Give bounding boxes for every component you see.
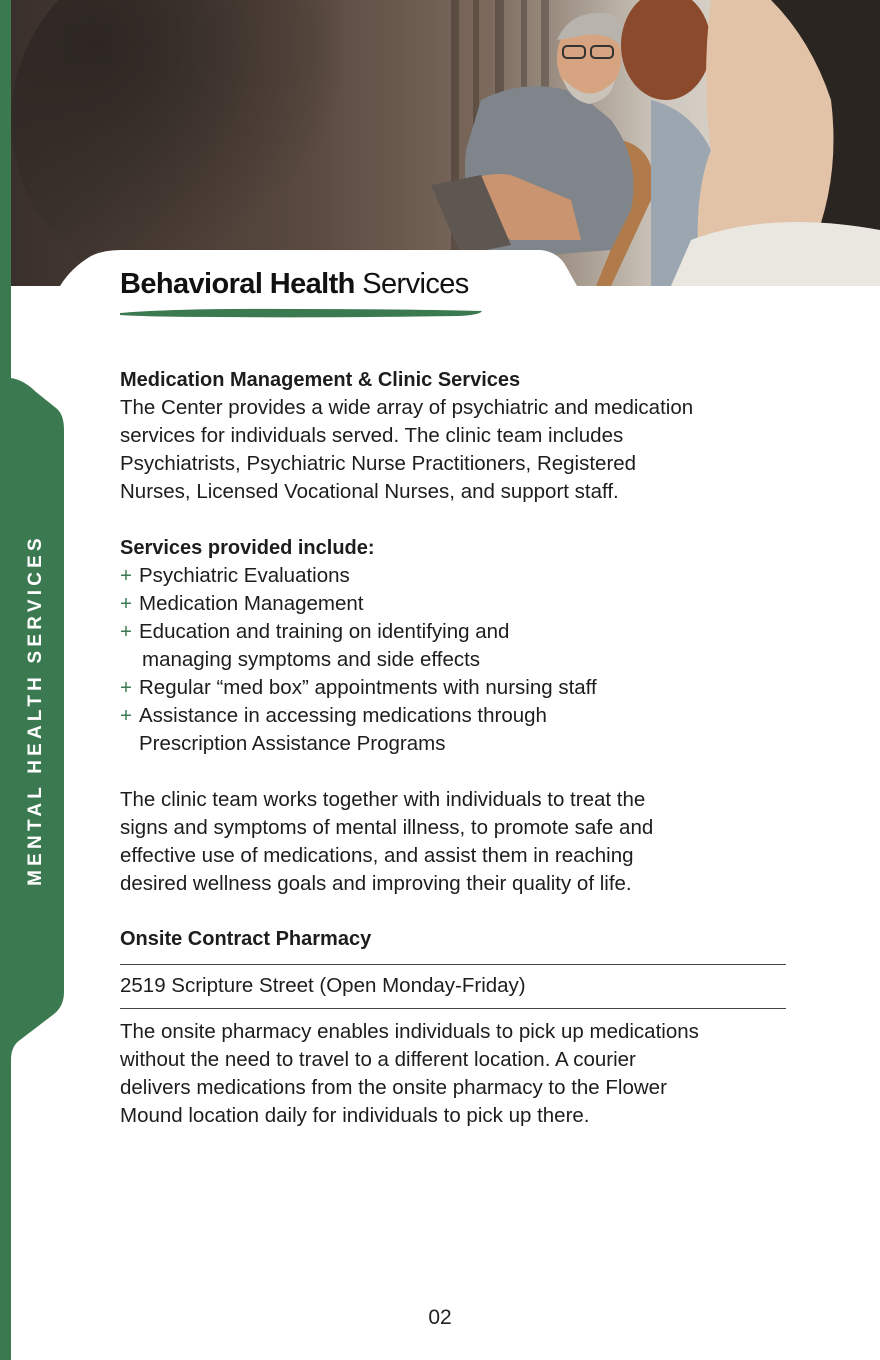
title-brush-underline xyxy=(118,305,484,319)
plus-bullet-icon: + xyxy=(120,620,132,643)
med-line: The Center provides a wide array of psychiatric and medication xyxy=(120,396,694,419)
med-paragraph xyxy=(120,394,786,506)
services-heading: Services provided include: xyxy=(120,537,375,559)
pharmacy-heading: Onsite Contract Pharmacy xyxy=(120,928,372,950)
plus-bullet-icon: + xyxy=(120,676,132,699)
med-line: Psychiatrists, Psychiatric Nurse Practitioners, Registered xyxy=(120,452,637,475)
med-line: Nurses, Licensed Vocational Nurses, and support staff. xyxy=(120,480,619,503)
main-content xyxy=(120,366,786,1130)
pharmacy-paragraph: The onsite pharmacy enables individuals to pick up medications without the need to travel to a different location. A courier delivers medications from the onsite pharmacy to the Flower Mound location daily for individuals to pick up there. xyxy=(120,1020,699,1127)
plus-bullet-icon: + xyxy=(120,704,132,727)
list-item: + Assistance in accessing medications through Prescription Assistance Programs xyxy=(120,704,547,755)
plus-bullet-icon: + xyxy=(120,592,132,615)
clinic-paragraph: The clinic team works together with individuals to treat the signs and symptoms of mental illness, to promote safe and effective use of medications, and assist them in reaching desired wellness goals and improving their quality of life. xyxy=(120,788,654,895)
title-bold: Behavioral Health xyxy=(120,268,355,300)
med-heading: Medication Management & Clinic Services xyxy=(120,369,521,391)
med-line: services for individuals served. The clinic team includes xyxy=(120,424,624,447)
list-item: + Regular “med box” appointments with nursing staff xyxy=(120,674,786,702)
list-item: + Medication Management xyxy=(120,590,786,618)
side-section-label: MENTAL HEALTH SERVICES xyxy=(25,534,46,886)
services-list xyxy=(120,562,786,758)
pharmacy-address: 2519 Scripture Street (Open Monday-Friday) xyxy=(120,964,786,1009)
hero-photo xyxy=(11,0,880,286)
list-item: + Psychiatric Evaluations xyxy=(120,562,786,590)
title-light: Services xyxy=(362,268,469,300)
page-title xyxy=(120,268,469,301)
page-number: 02 xyxy=(428,1306,452,1329)
plus-bullet-icon: + xyxy=(120,564,132,587)
list-item: + Education and training on identifying and managing symptoms and side effects xyxy=(120,620,510,671)
